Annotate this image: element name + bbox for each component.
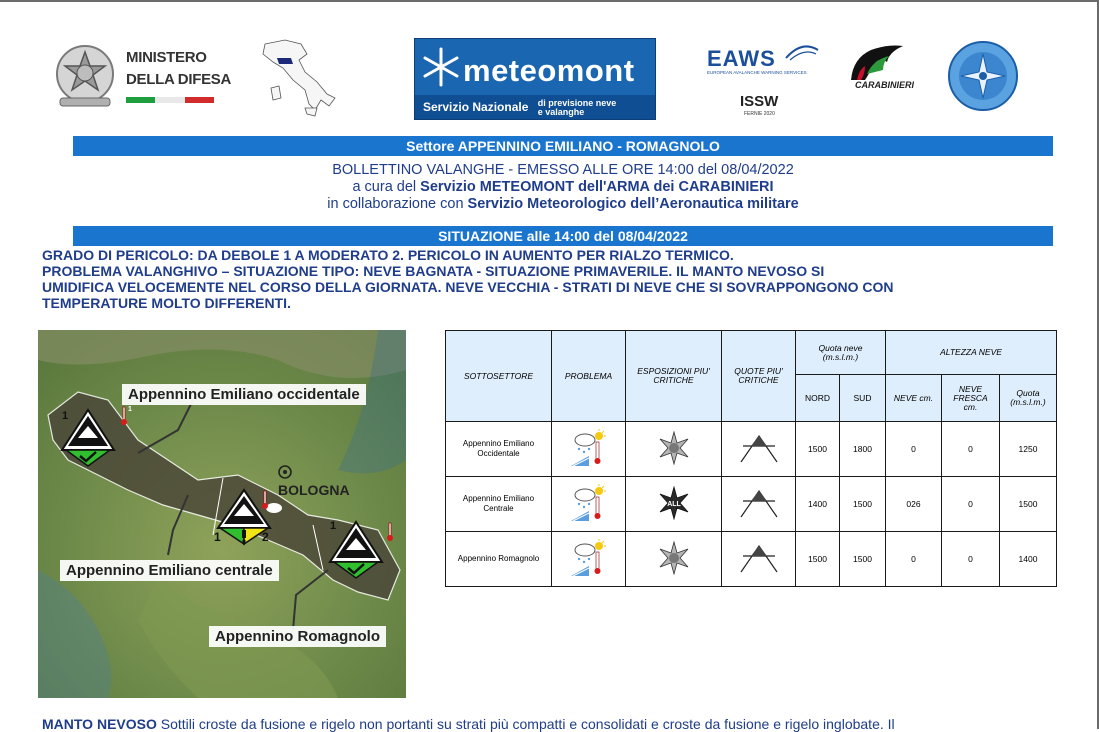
thermometer-icon-west (120, 406, 128, 426)
danger-number-west: 1 (62, 410, 69, 422)
label-emiliano-centrale: Appennino Emiliano centrale (60, 560, 279, 581)
problem-cell (552, 477, 626, 532)
exposure-cell (626, 477, 722, 532)
wet-snow-problem-icon (569, 483, 609, 523)
exposure-all-icon (657, 486, 691, 520)
cell-quota: 1400 (1000, 532, 1057, 587)
table-row (446, 532, 1057, 587)
table-row (446, 477, 1057, 532)
situation-text: GRADO DI PERICOLO: DA DEBOLE 1 A MODERATO 2. PERICOLO IN AUMENTO PER RIALZO TERMICO. PROBLEMA VALANGHIVO – SITUAZIONE TIPO: NEVE BAGNATA - SITUAZIONE PRIMAVERILE. IL MANTO NEVOSO SI UMIDIFICA VELOCEMENTE NEL CORSO DELLA GIORNATA. NEVE VECCHIA - STRATI DI NEVE CHE SI SOVRAPPONGONO CON TEMPERATURE MOLTO DIFFERENTI. (42, 247, 894, 311)
cell-sud: 1500 (840, 532, 886, 587)
cell-sud: 1800 (840, 422, 886, 477)
critical-altitude-icon (739, 542, 779, 574)
situation-bar: SITUAZIONE alle 14:00 del 08/04/2022 (73, 226, 1053, 246)
exposure-rose-icon (657, 541, 691, 575)
top-border (0, 0, 1099, 2)
cell-neve: 0 (886, 532, 942, 587)
bulletin-line3: in collaborazione con Servizio Meteorologico dell’Aeronautica militare (327, 196, 799, 212)
cell-neve: 026 (886, 477, 942, 532)
danger-level-1-icon-west (60, 408, 116, 468)
danger-number-central-a: 1 (214, 530, 221, 544)
altitude-cell (722, 477, 796, 532)
row-name: Appennino Emiliano Occidentale (446, 422, 552, 477)
exposure-rose-icon (657, 431, 691, 465)
altitude-cell (722, 422, 796, 477)
snow-data-table (445, 330, 1057, 587)
meteomont-title: meteomont (463, 53, 635, 88)
italian-emblem-icon (50, 40, 120, 112)
header-esposizioni: ESPOSIZIONI PIU' CRITICHE (626, 331, 722, 422)
cell-nord: 1500 (796, 532, 840, 587)
exposure-all-label: ALL (666, 501, 681, 508)
header-sud: SUD (840, 375, 886, 422)
city-label-bologna: BOLOGNA (278, 482, 350, 498)
header-nord: NORD (796, 375, 840, 422)
cell-neve: 0 (886, 422, 942, 477)
header-sottosettore: SOTTOSETTORE (446, 331, 552, 422)
cell-fresca: 0 (942, 532, 1000, 587)
ministero-line1: MINISTERO (126, 49, 207, 66)
manto-nevoso-text: MANTO NEVOSO Sottili croste da fusione e rigelo non portanti su strati più compatti e consolidati e croste da fusione e rigelo inglobate. Il (42, 716, 895, 732)
problem-cell (552, 532, 626, 587)
thermometer-icon-central (261, 490, 269, 510)
exposure-cell (626, 422, 722, 477)
ministero-logo-text (126, 47, 231, 91)
header-neve-cm: NEVE cm. (886, 375, 942, 422)
danger-level-1-2-icon-central (214, 488, 284, 546)
eaws-subtitle: EUROPEAN AVALANCHE WARNING SERVICES (707, 70, 807, 75)
aeronautica-meteo-emblem-icon (947, 40, 1019, 112)
eaws-logo: EAWS (707, 46, 776, 71)
cell-quota: 1500 (1000, 477, 1057, 532)
table-row (446, 422, 1057, 477)
critical-altitude-icon (739, 432, 779, 464)
danger-number-east: 1 (330, 520, 337, 532)
cell-nord: 1400 (796, 477, 840, 532)
ministero-line2: DELLA DIFESA (126, 71, 232, 88)
row-name: Appennino Emiliano Centrale (446, 477, 552, 532)
altitude-cell (722, 532, 796, 587)
avalanche-map (38, 330, 406, 698)
meteomont-logo (414, 38, 656, 120)
bulletin-line1: BOLLETTINO VALANGHE - EMESSO ALLE ORE 14:00 del 08/04/2022 (332, 162, 794, 178)
sector-bar: Settore APPENNINO EMILIANO - ROMAGNOLO (73, 136, 1053, 156)
header-quota: Quota (m.s.l.m.) (1000, 375, 1057, 422)
danger-level-1-icon-east (328, 520, 384, 580)
header-neve-fresca: NEVE FRESCA cm. (942, 375, 1000, 422)
critical-altitude-icon (739, 487, 779, 519)
problem-cell (552, 422, 626, 477)
header-altezza-neve: ALTEZZA NEVE (886, 331, 1057, 375)
exposure-cell (626, 532, 722, 587)
carabinieri-flame-icon (843, 40, 909, 84)
issw-logo: ISSW (740, 93, 779, 110)
cell-fresca: 0 (942, 422, 1000, 477)
wet-snow-problem-icon (569, 538, 609, 578)
thermometer-icon-east (386, 522, 394, 542)
thermo-mark-west: 1 (128, 406, 132, 413)
label-emiliano-occidentale: Appennino Emiliano occidentale (122, 384, 366, 405)
cell-nord: 1500 (796, 422, 840, 477)
wet-snow-problem-icon (569, 428, 609, 468)
cell-sud: 1500 (840, 477, 886, 532)
label-romagnolo: Appennino Romagnolo (209, 626, 386, 647)
header-problema: PROBLEMA (552, 331, 626, 422)
bulletin-line2: a cura del Servizio METEOMONT dell'ARMA dei CARABINIERI (352, 179, 774, 195)
italy-map-icon (255, 38, 340, 118)
carabinieri-logo-text: CARABINIERI (855, 80, 915, 90)
issw-subtitle: FERNIE 2020 (744, 111, 775, 117)
row-name: Appennino Romagnolo (446, 532, 552, 587)
cell-fresca: 0 (942, 477, 1000, 532)
meteomont-subtitle: Servizio Nazionale di previsione neve e valanghe (415, 95, 655, 119)
cell-quota: 1250 (1000, 422, 1057, 477)
header-quote: QUOTE PIU' CRITICHE (722, 331, 796, 422)
italian-flag-stripe (126, 97, 214, 103)
danger-number-central-b: 2 (262, 530, 269, 544)
header-quota-neve: Quota neve (m.s.l.m.) (796, 331, 886, 375)
snowflake-icon (421, 45, 461, 89)
eaws-swoosh-icon (784, 42, 820, 62)
